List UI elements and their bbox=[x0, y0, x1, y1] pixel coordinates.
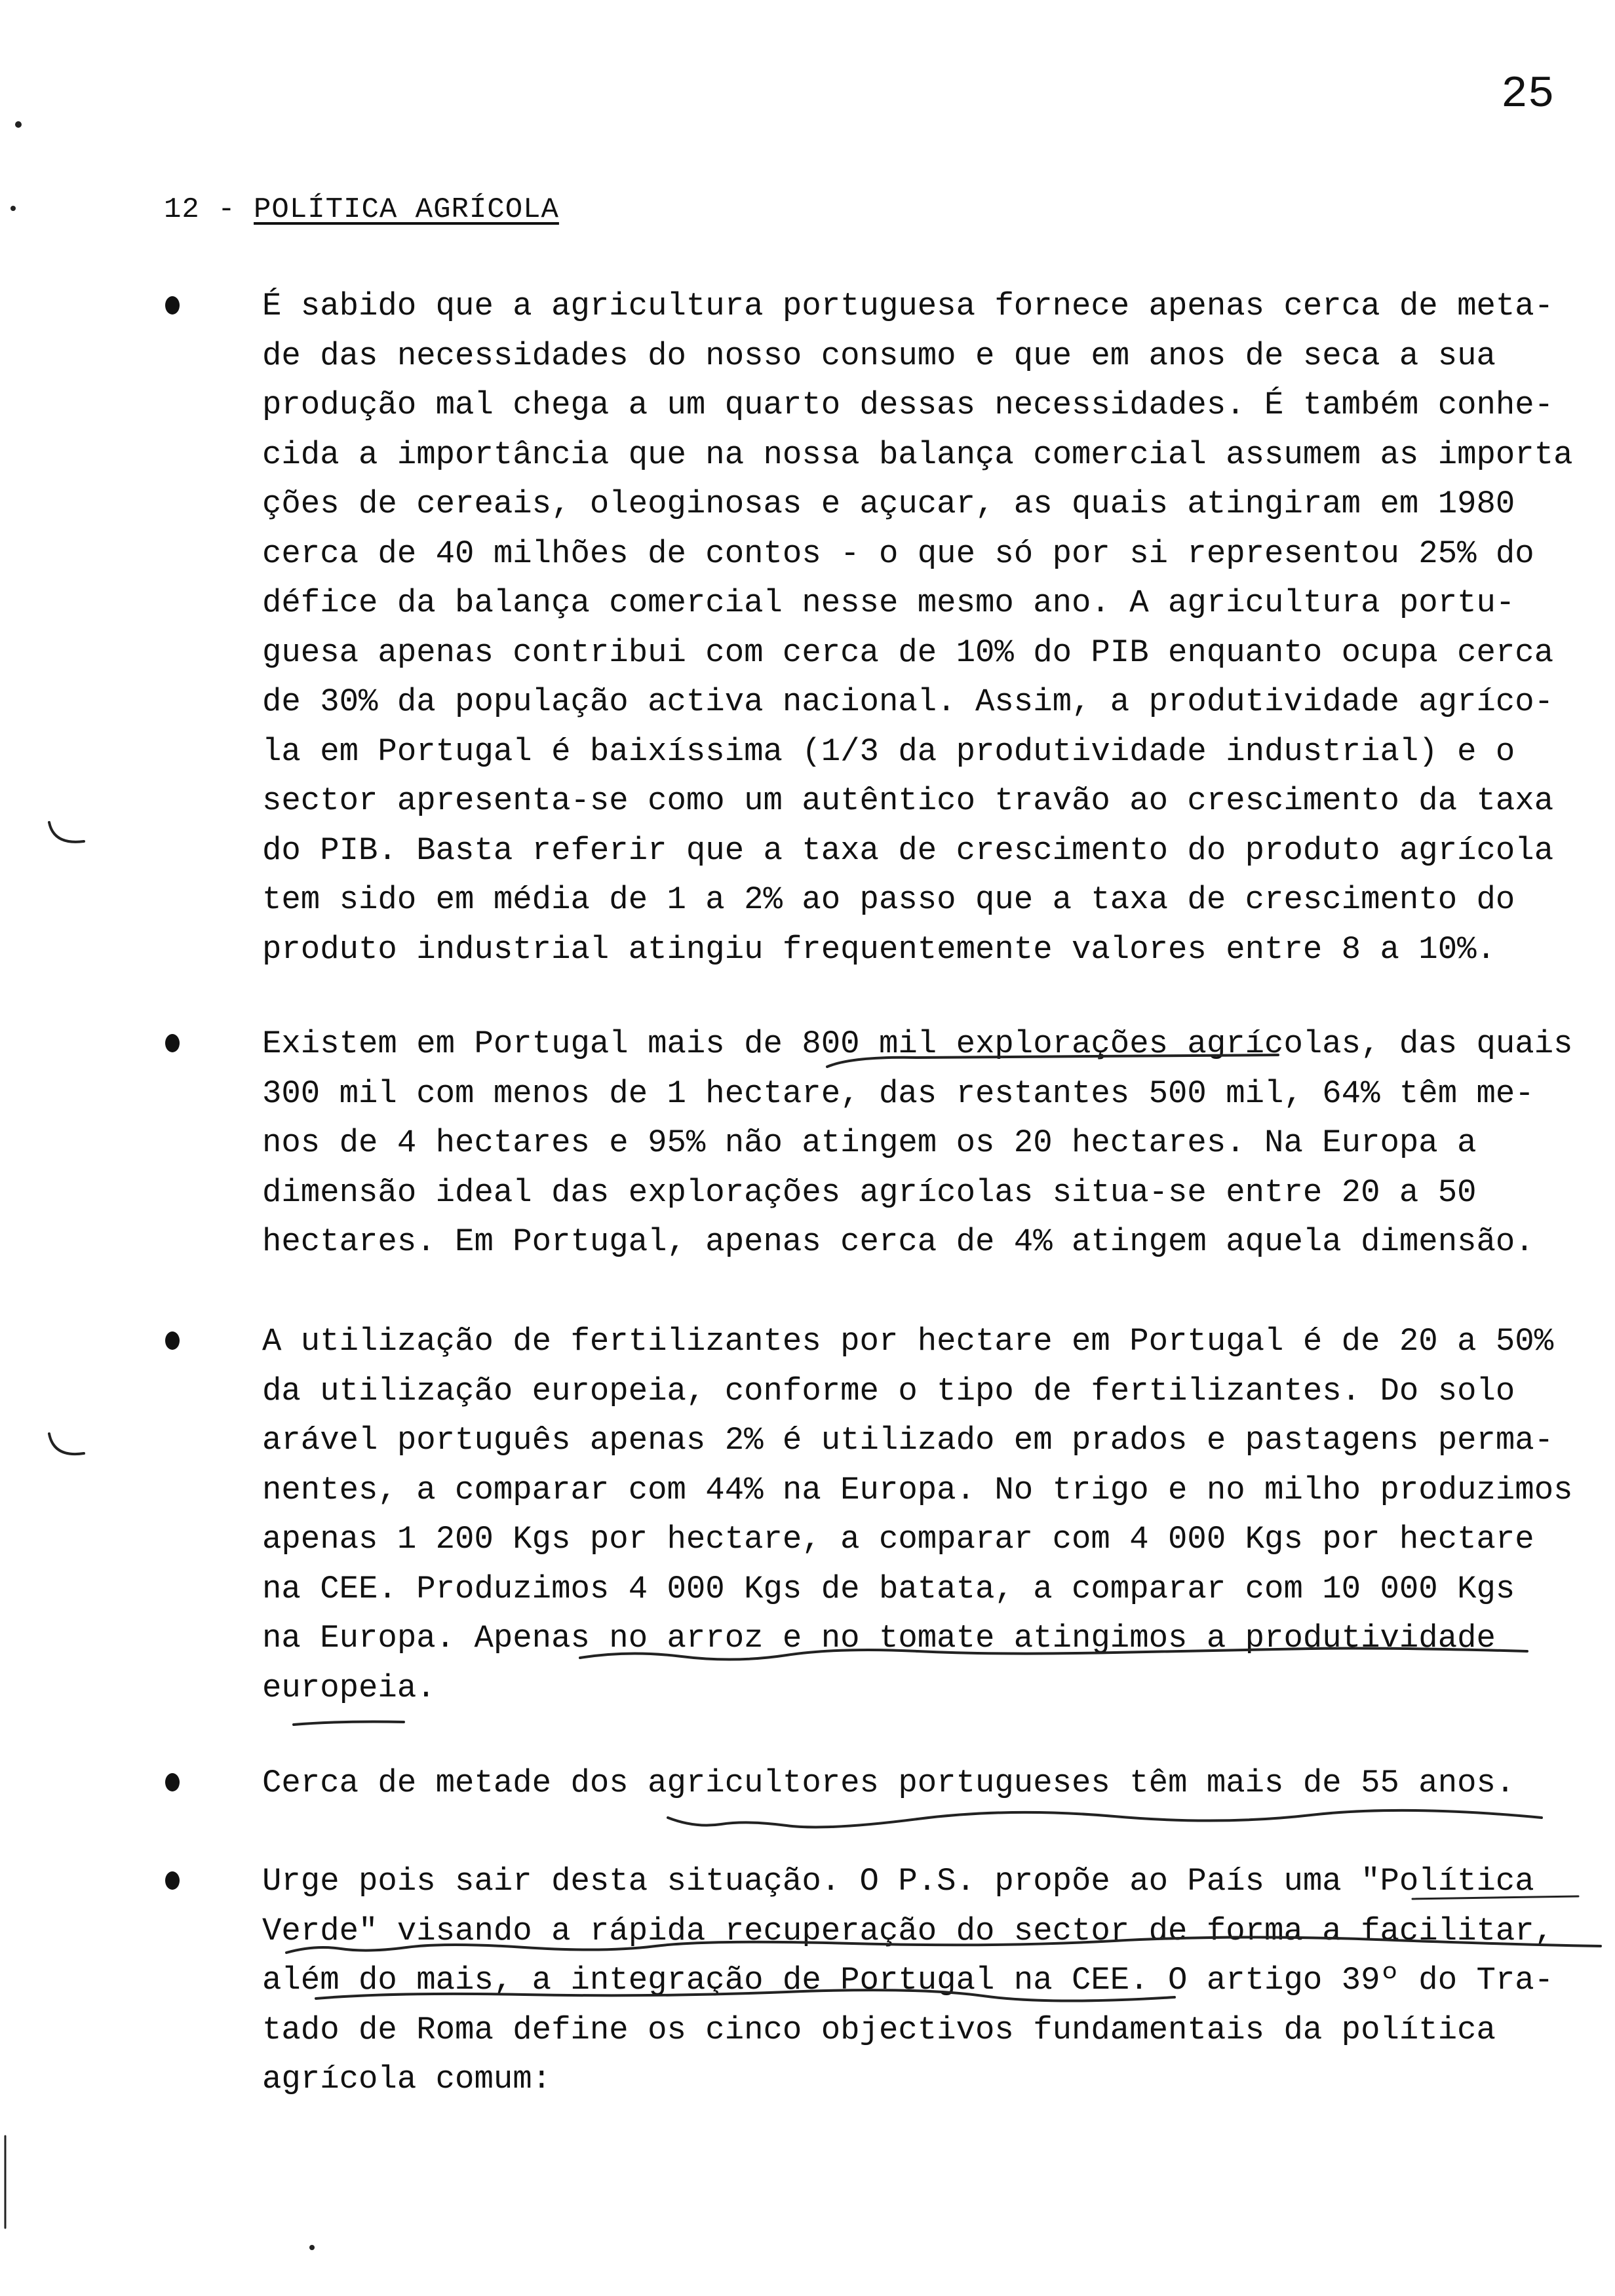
paragraph-farmer-age bbox=[262, 1759, 1515, 1808]
text-line: na CEE. Produzimos 4 000 Kgs de batata, a comparar com 10 000 Kgs bbox=[262, 1570, 1515, 1607]
text-line: Urge pois sair desta situação. O P.S. propõe ao País uma "Política bbox=[262, 1863, 1534, 1900]
text-line: dimensão ideal das explorações agrícolas situa-se entre 20 a 50 bbox=[262, 1174, 1477, 1211]
text-line: la em Portugal é baixíssima (1/3 da produtividade industrial) e o bbox=[262, 733, 1515, 770]
text-line: Verde" visando a rápida recuperação do sector de forma a facilitar, bbox=[262, 1912, 1554, 1949]
text-line: sector apresenta-se como um autêntico travão ao crescimento da taxa bbox=[262, 782, 1554, 819]
text-line: do PIB. Basta referir que a taxa de crescimento do produto agrícola bbox=[262, 832, 1554, 869]
text-line: 300 mil com menos de 1 hectare, das restantes 500 mil, 64% têm me- bbox=[262, 1075, 1534, 1112]
text-line: A utilização de fertilizantes por hectare em Portugal é de 20 a 50% bbox=[262, 1323, 1554, 1360]
underline-mark bbox=[294, 1722, 404, 1725]
text-line: hectares. Em Portugal, apenas cerca de 4% atingem aquela dimensão. bbox=[262, 1223, 1534, 1260]
text-line: produto industrial atingiu frequentemente valores entre 8 a 10%. bbox=[262, 930, 1496, 968]
paragraph-fertilizers-productivity bbox=[262, 1317, 1573, 1713]
text-line: produção mal chega a um quarto dessas necessidades. É também conhe- bbox=[262, 387, 1554, 423]
text-line: cerca de 40 milhões de contos - o que só por si representou 25% do bbox=[262, 535, 1534, 572]
text-line: guesa apenas contribui com cerca de 10% do PIB enquanto ocupa cerca bbox=[262, 634, 1554, 671]
text-line: tem sido em média de 1 a 2% ao passo que a taxa de crescimento do bbox=[262, 881, 1515, 918]
underline-mark bbox=[668, 1810, 1542, 1827]
speck-mark bbox=[10, 206, 16, 211]
page-number: 25 bbox=[1501, 69, 1555, 120]
text-line: apenas 1 200 Kgs por hectare, a comparar com 4 000 Kgs por hectare bbox=[262, 1521, 1534, 1558]
text-line: europeia. bbox=[262, 1669, 436, 1706]
text-line: nentes, a comparar com 44% na Europa. No trigo e no milho produzimos bbox=[262, 1471, 1573, 1508]
text-line: de 30% da população activa nacional. Assim, a produtividade agríco- bbox=[262, 683, 1554, 720]
text-line: Existem em Portugal mais de 800 mil explorações agrícolas, das quais bbox=[262, 1025, 1573, 1062]
text-line: Cerca de metade dos agricultores portugueses têm mais de 55 anos. bbox=[262, 1765, 1515, 1801]
text-line: tado de Roma define os cinco objectivos fundamentais da política bbox=[262, 2011, 1496, 2048]
section-heading bbox=[164, 191, 559, 228]
bullet-icon bbox=[165, 1034, 180, 1052]
text-line: défice da balança comercial nesse mesmo ano. A agricultura portu- bbox=[262, 584, 1515, 621]
bullet-icon bbox=[165, 296, 180, 315]
paragraph-agriculture-overview bbox=[262, 282, 1573, 974]
text-line: cida a importância que na nossa balança comercial assumem as importa bbox=[262, 436, 1573, 473]
speck-mark bbox=[15, 121, 22, 128]
margin-mark bbox=[49, 822, 84, 842]
text-line: agrícola comum: bbox=[262, 2061, 552, 2097]
text-line: arável português apenas 2% é utilizado em prados e pastagens perma- bbox=[262, 1422, 1554, 1459]
section-number: 12 - bbox=[164, 193, 236, 226]
bullet-icon bbox=[165, 1871, 180, 1890]
speck-mark bbox=[309, 2245, 315, 2250]
text-line: ções de cereais, oleoginosas e açucar, as quais atingiram em 1980 bbox=[262, 486, 1515, 522]
margin-mark bbox=[49, 1434, 84, 1454]
text-line: na Europa. Apenas no arroz e no tomate atingimos a produtividade bbox=[262, 1620, 1496, 1656]
text-line: da utilização europeia, conforme o tipo de fertilizantes. Do solo bbox=[262, 1372, 1515, 1409]
bullet-icon bbox=[165, 1331, 180, 1350]
text-line: além do mais, a integração de Portugal na CEE. O artigo 39º do Tra- bbox=[262, 1962, 1554, 1999]
paragraph-green-policy bbox=[262, 1857, 1553, 2105]
paragraph-farm-structure bbox=[262, 1020, 1573, 1267]
text-line: É sabido que a agricultura portuguesa fornece apenas cerca de meta- bbox=[262, 288, 1554, 324]
section-title: POLÍTICA AGRÍCOLA bbox=[254, 193, 559, 226]
bullet-icon bbox=[165, 1773, 180, 1791]
text-line: nos de 4 hectares e 95% não atingem os 20 hectares. Na Europa a bbox=[262, 1124, 1477, 1161]
text-line: de das necessidades do nosso consumo e que em anos de seca a sua bbox=[262, 337, 1496, 374]
